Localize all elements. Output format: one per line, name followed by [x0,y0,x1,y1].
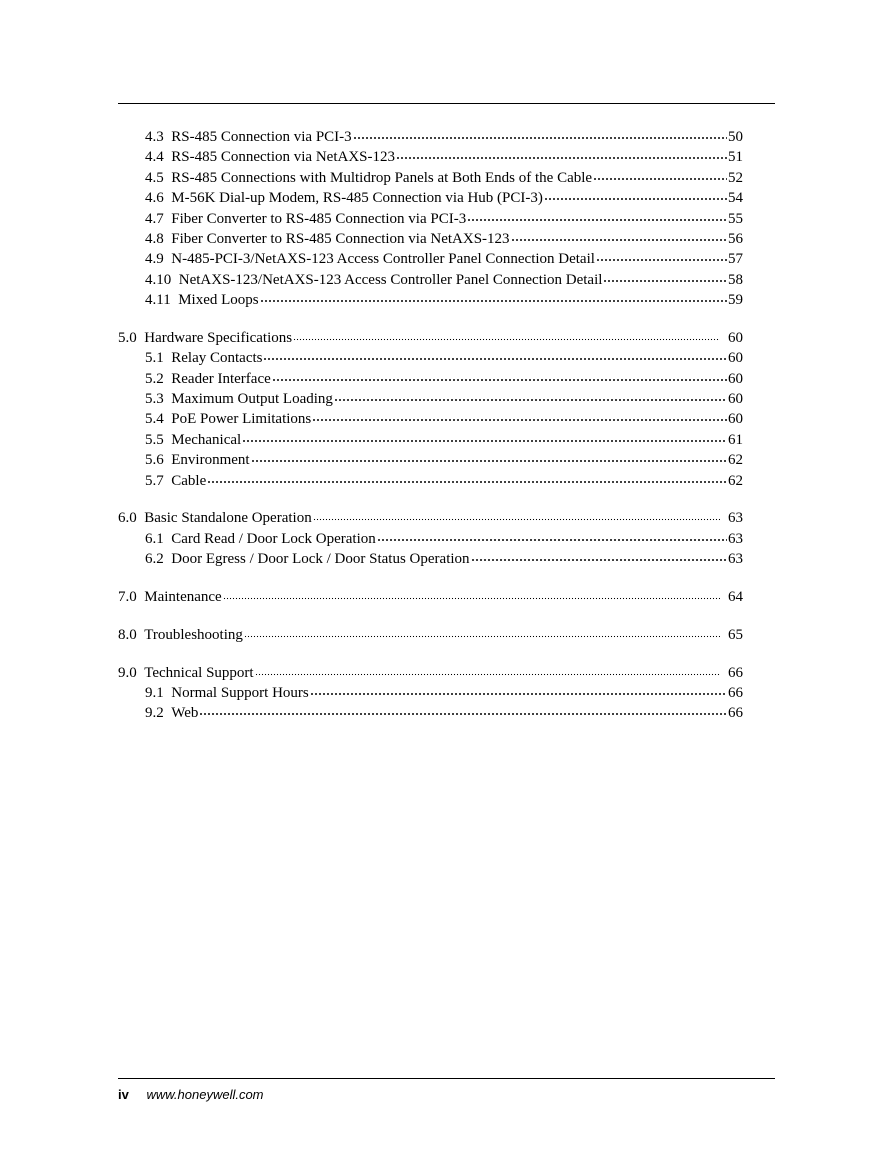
dot-leader [377,538,727,542]
toc-entry-page: 66 [728,684,743,701]
toc-entry-title: 4.9 N-485-PCI-3/NetAXS-123 Access Controller Panel Connection Detail [145,251,595,268]
toc-entry[interactable] [118,430,743,450]
toc-entry-title: 4.3 RS-485 Connection via PCI-3 [145,129,352,145]
toc-entry-page: 62 [728,452,743,469]
toc-entry-page: 51 [728,149,743,166]
dot-leader [353,136,727,140]
toc-entry-page: 60 [728,411,743,428]
toc-entry[interactable] [118,249,743,269]
dot-leader [596,258,727,262]
toc-entry-title: 7.0 Maintenance [118,588,222,605]
toc-entry-page: 65 [728,626,743,643]
dot-leader [511,238,727,242]
toc-entry[interactable] [118,450,743,470]
toc-entry-title: 4.7 Fiber Converter to RS-485 Connection via PCI-3 [145,210,467,227]
footer-rule [118,1078,775,1079]
toc-entry[interactable] [118,409,743,429]
toc-entry[interactable] [118,625,743,645]
toc-entry-title: 5.3 Maximum Output Loading [145,391,333,408]
toc-entry-page: 57 [728,251,743,268]
toc-entry[interactable] [118,549,743,569]
toc-entry[interactable] [118,348,743,368]
toc-entry-page: 61 [728,431,743,448]
dot-leader [207,480,727,484]
dot-leader [293,338,720,341]
toc-entry-page: 55 [728,210,743,227]
toc-entry-page: 60 [728,350,743,367]
toc-entry-title: 5.2 Reader Interface [145,370,271,387]
toc-entry-title: 5.1 Relay Contacts [145,350,263,367]
toc-entry-title: 4.5 RS-485 Connections with Multidrop Panels at Both Ends of the Cable [145,169,593,186]
toc-entry-page: 63 [728,510,743,527]
toc-entry[interactable] [118,229,743,249]
toc-entry-page: 52 [728,169,743,186]
toc-entry[interactable] [118,328,743,348]
toc-entry-title: 4.10 NetAXS-123/NetAXS-123 Access Controller Panel Connection Detail [145,271,603,288]
dot-leader [334,398,727,402]
toc-entry-page: 58 [728,271,743,288]
toc-entry-page: 63 [728,551,743,568]
toc-entry-title: 5.6 Environment [145,452,250,469]
header-rule [118,103,775,104]
toc-entry-title: 5.5 Mechanical [145,431,242,448]
toc-entry[interactable] [118,587,743,607]
toc-entry-title: 9.0 Technical Support [118,664,254,681]
dot-leader [263,357,727,361]
toc-entry-page: 56 [728,230,743,247]
toc-entry-page: 63 [728,530,743,547]
table-of-contents [118,127,743,724]
dot-leader [467,218,727,222]
page-number: iv [118,1087,129,1102]
toc-entry-page: 62 [728,472,743,489]
toc-entry-title: 6.1 Card Read / Door Lock Operation [145,530,376,547]
toc-entry-page: 54 [728,190,743,207]
toc-entry[interactable] [118,188,743,208]
toc-entry-title: 8.0 Troubleshooting [118,626,243,643]
toc-entry-title: 4.4 RS-485 Connection via NetAXS-123 [145,149,395,166]
toc-entry[interactable] [118,147,743,167]
dot-leader [593,177,727,181]
toc-entry[interactable] [118,290,743,310]
toc-entry[interactable] [118,529,743,549]
toc-entry-title: 4.8 Fiber Converter to RS-485 Connection via NetAXS-123 [145,230,510,247]
toc-entry-page: 50 [728,129,743,145]
toc-entry[interactable] [118,270,743,290]
dot-leader [251,459,727,463]
dot-leader [313,518,720,521]
dot-leader [244,635,720,638]
dot-leader [603,279,727,283]
toc-entry-title: 4.11 Mixed Loops [145,292,259,309]
dot-leader [544,197,727,201]
dot-leader [223,597,720,600]
toc-entry[interactable] [118,389,743,409]
dot-leader [242,439,727,443]
toc-entry-title: 9.1 Normal Support Hours [145,684,309,701]
toc-entry[interactable] [118,663,743,683]
toc-entry-title: 6.0 Basic Standalone Operation [118,510,312,527]
toc-entry[interactable] [118,168,743,188]
toc-entry-title: 5.4 PoE Power Limitations [145,411,312,428]
toc-entry-title: 9.2 Web [145,705,199,722]
dot-leader [260,299,727,303]
dot-leader [396,156,727,160]
toc-entry-page: 60 [728,391,743,408]
toc-entry-title: 4.6 M-56K Dial-up Modem, RS-485 Connection via Hub (PCI-3) [145,190,543,207]
toc-entry-page: 59 [728,292,743,309]
toc-entry-page: 66 [728,664,743,681]
toc-entry-title: 6.2 Door Egress / Door Lock / Door Status Operation [145,551,470,568]
toc-entry-page: 64 [728,588,743,605]
toc-entry[interactable] [118,683,743,703]
toc-entry-page: 66 [728,705,743,722]
dot-leader [272,378,727,382]
dot-leader [199,712,727,716]
toc-entry[interactable] [118,508,743,528]
toc-entry[interactable] [118,471,743,491]
toc-entry-title: 5.0 Hardware Specifications [118,329,293,346]
toc-entry[interactable] [118,703,743,723]
dot-leader [255,673,720,676]
dot-leader [310,692,727,696]
dot-leader [312,418,727,422]
page-footer [118,1087,264,1102]
toc-entry-page: 60 [728,329,743,346]
footer-url: www.honeywell.com [146,1087,264,1102]
toc-entry[interactable] [118,127,743,147]
toc-entry-page: 60 [728,370,743,387]
dot-leader [471,558,727,562]
toc-entry[interactable] [118,369,743,389]
toc-entry-title: 5.7 Cable [145,472,207,489]
toc-entry[interactable] [118,209,743,229]
